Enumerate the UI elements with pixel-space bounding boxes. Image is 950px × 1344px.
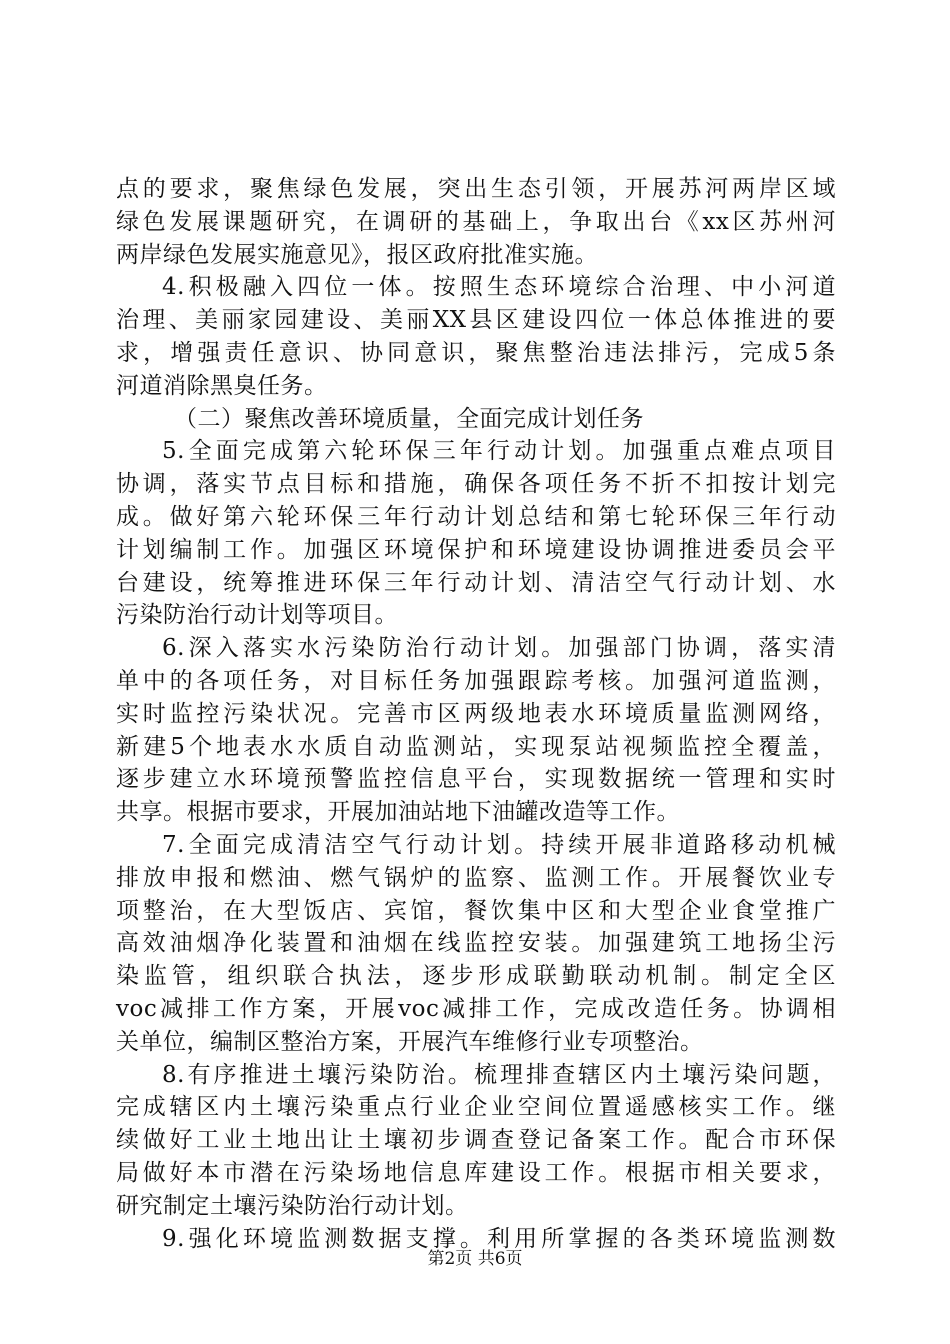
text-line: 河道消除黑臭任务。 [116, 372, 328, 399]
text-line: voc减排工作方案，开展voc减排工作，完成改造任务。协调相 [116, 995, 836, 1022]
page-footer: 第2页 共6页 [427, 1249, 523, 1269]
text-line: 逐步建立水环境预警监控信息平台，实现数据统一管理和实时 [116, 766, 836, 793]
text-line: 完成辖区内土壤污染重点行业企业空间位置遥感核实工作。继 [116, 1094, 836, 1121]
text-line: 求，增强责任意识、协同意识，聚焦整治违法排污，完成5条 [116, 339, 836, 366]
text-line: 染监管，组织联合执法，逐步形成联勤联动机制。制定全区 [116, 963, 836, 990]
text-line: 项整治，在大型饭店、宾馆，餐饮集中区和大型企业食堂推广 [116, 897, 836, 924]
text-line: 实时监控污染状况。完善市区两级地表水环境质量监测网络， [116, 700, 836, 727]
section-heading: （二）聚焦改善环境质量，全面完成计划任务 [174, 405, 644, 432]
text-line: 续做好工业土地出让土壤初步调查登记备案工作。配合市环保 [116, 1127, 836, 1154]
text-line: 8.有序推进土壤污染防治。梳理排查辖区内土壤污染问题， [162, 1061, 836, 1088]
document-body [116, 173, 836, 1255]
text-line: 局做好本市潜在污染场地信息库建设工作。根据市相关要求， [116, 1159, 836, 1186]
text-line: 高效油烟净化装置和油烟在线监控安装。加强建筑工地扬尘污 [116, 930, 836, 957]
text-line: 关单位，编制区整治方案，开展汽车维修行业专项整治。 [116, 1028, 704, 1055]
text-line: 两岸绿色发展实施意见》，报区政府批准实施。 [116, 241, 598, 268]
text-line: 新建5个地表水水质自动监测站，实现泵站视频监控全覆盖， [116, 733, 836, 760]
text-line: 台建设，统筹推进环保三年行动计划、清洁空气行动计划、水 [116, 569, 836, 596]
text-line: 研究制定土壤污染防治行动计划。 [116, 1192, 469, 1219]
text-line: 点的要求，聚焦绿色发展，突出生态引领，开展苏河两岸区域 [116, 176, 836, 202]
text-line: 治理、美丽家园建设、美丽XX县区建设四位一体总体推进的要 [116, 307, 836, 334]
text-line: 6.深入落实水污染防治行动计划。加强部门协调，落实清 [162, 635, 836, 662]
text-line: 5.全面完成第六轮环保三年行动计划。加强重点难点项目 [162, 438, 836, 465]
text-line: 单中的各项任务，对目标任务加强跟踪考核。加强河道监测， [116, 667, 836, 694]
text-line: 计划编制工作。加强区环境保护和环境建设协调推进委员会平 [116, 536, 836, 563]
text-line: 成。做好第六轮环保三年行动计划总结和第七轮环保三年行动 [116, 503, 836, 530]
text-line: 7.全面完成清洁空气行动计划。持续开展非道路移动机械 [162, 831, 836, 858]
text-line: 4.积极融入四位一体。按照生态环境综合治理、中小河道 [162, 274, 836, 301]
text-line: 9.强化环境监测数据支撑。利用所掌握的各类环境监测数 [162, 1225, 836, 1252]
text-line: 排放申报和燃油、燃气锅炉的监察、监测工作。开展餐饮业专 [116, 864, 836, 891]
text-line: 协调，落实节点目标和措施，确保各项任务不折不扣按计划完 [116, 471, 836, 498]
text-line: 共享。根据市要求，开展加油站地下油罐改造等工作。 [116, 799, 680, 826]
text-line: 绿色发展课题研究，在调研的基础上，争取出台《xx区苏州河 [116, 208, 836, 235]
text-line: 污染防治行动计划等项目。 [116, 602, 398, 629]
